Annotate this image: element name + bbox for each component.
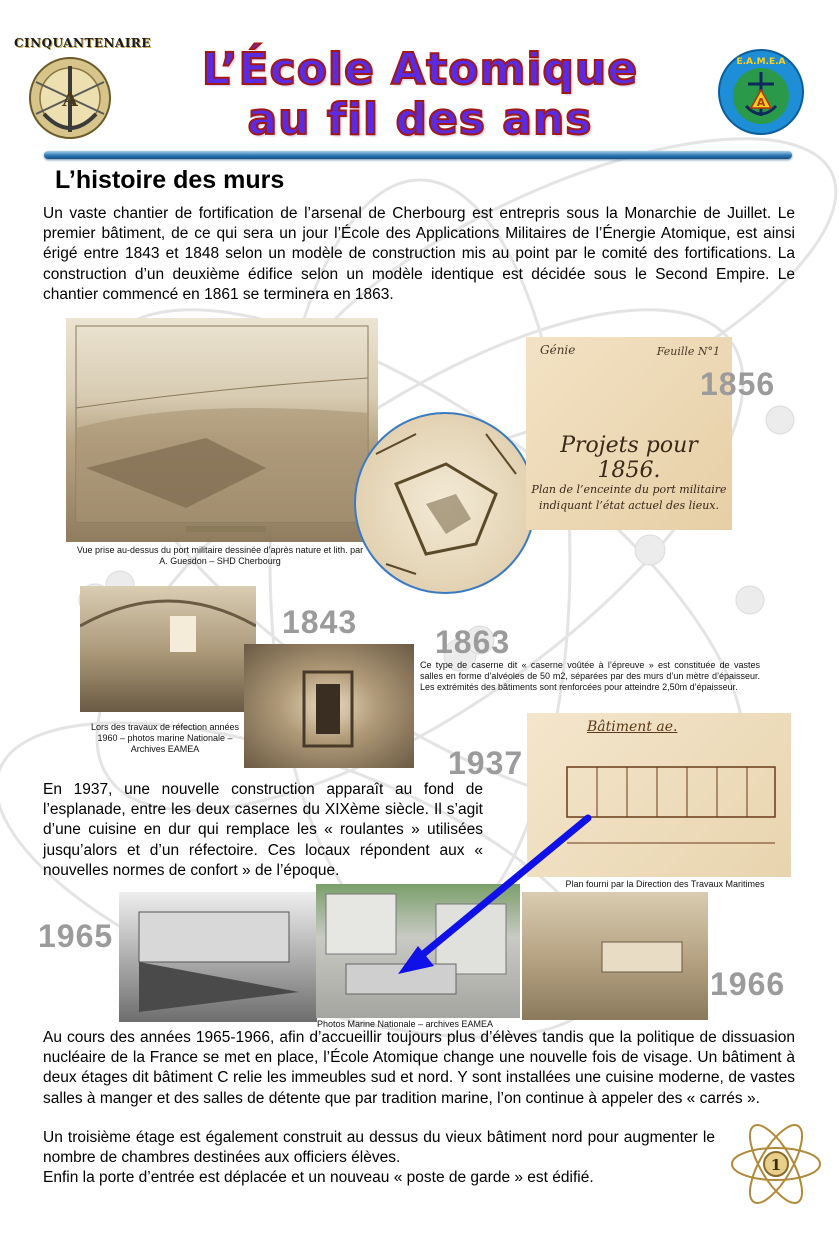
paragraph-1937: En 1937, une nouvelle construction apparaît au fond de l’esplanade, entre les deux casernes du XIXème siècle. Il s’agit d’une cuisine en dur qui remplace les « roulantes » utilisées jusqu’alors et d’un réfectoire. Ces locaux répondent aux « nouvelles normes de confort » de l’époque. bbox=[43, 781, 483, 879]
travaux-caption: Lors des travaux de réfection années 1960 – photos marine Nationale – Archives EAMEA bbox=[90, 722, 240, 754]
port-lithograph-image bbox=[66, 318, 378, 542]
section-title: L’histoire des murs bbox=[55, 166, 285, 194]
year-1965-label: 1965 bbox=[38, 918, 114, 954]
intro-paragraph: Un vaste chantier de fortification de l’arsenal de Cherbourg est entrepris sous la Monarchie de Juillet. Le premier bâtiment, de ce qui sera un jour l’École des Applications Militaires de l’Énergie Atomique, est ainsi érigé entre 1843 et 1848 selon un modèle de construction mis au point par le comité des fortifications. La construction d’un deuxième édifice selon un modèle identique est décidée sous le Second Empire. Le chantier commencé en 1861 se terminera en 1863. bbox=[43, 205, 795, 303]
anchor-emblem-icon bbox=[14, 52, 126, 148]
eamea-logo bbox=[718, 44, 804, 140]
year-1966-label: 1966 bbox=[710, 966, 786, 1002]
vaulted-room-photo bbox=[80, 586, 256, 712]
paragraph-final: Un troisième étage est également construit au dessus du vieux bâtiment nord pour augmenter le nombre de chambres destinées aux officiers élèves. Enfin la porte d’entrée est déplacée et un nouveau « poste de garde » est édifié. bbox=[43, 1129, 715, 1187]
page-number-badge bbox=[728, 1116, 824, 1212]
batiment-ae-plan: Bâtiment ae. bbox=[527, 713, 791, 877]
caserne-caption: Ce type de caserne dit « caserne voûtée à l’épreuve » est constituée de vastes salles en forme d’alvéoles de 50 m2, séparées par des murs d’un mètre d’épaisseur. Les extrémités des bâtiments sont renforcées pour atteindre 2,50m d’épaisseur. bbox=[420, 660, 760, 692]
svg-text:E.A.M.E.A: E.A.M.E.A bbox=[736, 57, 786, 67]
year-1856-label: 1856 bbox=[700, 366, 776, 402]
corridor-photo bbox=[244, 644, 414, 768]
blue-arrow-icon bbox=[390, 810, 600, 980]
page-title-line1: L’École Atomique bbox=[201, 44, 639, 95]
svg-text:A: A bbox=[62, 87, 78, 111]
page-title-line2: au fil des ans bbox=[247, 94, 593, 145]
cinquantenaire-logo bbox=[14, 36, 152, 146]
eamea-emblem-icon bbox=[718, 44, 804, 140]
year-1863-label: 1863 bbox=[435, 624, 511, 660]
photos-caption: Photos Marine Nationale – archives EAMEA bbox=[316, 1019, 494, 1029]
port-caption: Vue prise au-dessus du port militaire dessinée d’après nature et lith. par A. Guesdon – SHD Cherbourg bbox=[76, 545, 364, 566]
page-number: 1 bbox=[770, 1156, 782, 1174]
fortification-map-detail bbox=[354, 412, 536, 594]
svg-text:A: A bbox=[756, 96, 766, 109]
paragraph-1965: Au cours des années 1965-1966, afin d’accueillir toujours plus d’élèves tandis que la politique de dissuasion nucléaire de la France se met en place, l’École Atomique change une nouvelle fois de visage. Un bâtiment à deux étages dit bâtiment C relie les immeubles sud et nord. Y sont installées une cuisine moderne, de vastes salles à manger et des salles de détente que par tradition marine, l’on continue à appeler des « carrés ». bbox=[43, 1029, 795, 1107]
construction-1965-photo bbox=[119, 892, 317, 1022]
title-divider bbox=[44, 151, 792, 159]
year-1843-label: 1843 bbox=[282, 604, 358, 640]
atom-icon bbox=[728, 1116, 824, 1212]
cinquantenaire-label: CINQUANTENAIRE bbox=[14, 36, 152, 50]
projets-1856-document: Génie Feuille N°1 Projets pour 1856. Plan de l’enceinte du port militaire indiquant l’état actuel des lieux. bbox=[526, 337, 732, 530]
plan-caption: Plan fourni par la Direction des Travaux Maritimes bbox=[565, 879, 765, 889]
year-1937-label: 1937 bbox=[448, 745, 524, 781]
